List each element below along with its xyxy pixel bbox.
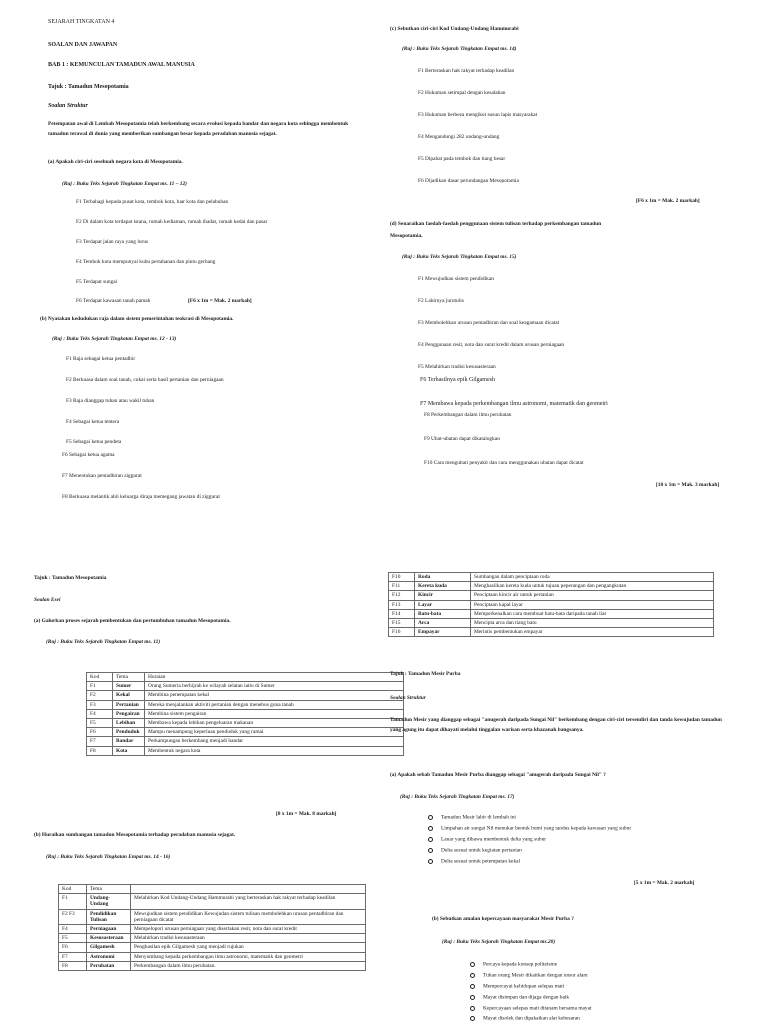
bullet-icon — [428, 826, 433, 831]
row-desc: Mewujudkan sistem pendidikan Kewujudan sistem tulisan membolehkan urusan pentadbiran dan perniagaan dicatat — [131, 909, 366, 924]
table-row — [389, 591, 714, 600]
answer-line: F2 Berkuasa dalam soal tanah, cukai serta hasil pertanian dan perniagaan — [66, 377, 224, 383]
list-item — [470, 1016, 580, 1022]
row-code: F6 — [87, 728, 113, 737]
marks-a: [F6 x 1m = Mak. 2 markah] — [188, 298, 252, 304]
row-theme: Pertanian — [113, 700, 145, 709]
row-theme: Kesusasteraan — [87, 934, 131, 943]
row-desc: Penciptaan kapal layar — [471, 600, 714, 609]
answer-line: F10 Cara mengubati penyakit dan cara menggunakan ubatan dapat dicatat — [424, 460, 584, 466]
list-item — [428, 837, 546, 843]
section-heading: Soalan Struktur — [48, 103, 88, 109]
row-theme: Kota — [113, 746, 145, 755]
answer-line: F8 Perkembangan dalam ilmu perubatan — [424, 412, 512, 418]
row-desc: Perkembangan dalam ilmu perubatan. — [131, 961, 366, 970]
document-page-2 — [0, 512, 768, 1024]
bullet-icon — [470, 1006, 475, 1011]
table-row — [59, 952, 366, 961]
list-item — [428, 815, 516, 821]
table-row — [87, 746, 404, 755]
row-theme: Pendidikan Tulisan — [87, 909, 131, 924]
row-theme: Perubatan — [87, 961, 131, 970]
row-theme: Kekal — [113, 691, 145, 700]
row-desc: Membina penempatan kekal — [145, 691, 404, 700]
reference-a: (Ruj : Buku Teks Sejarah Tingkatan Empat ms. 11) — [46, 639, 161, 645]
table-row — [59, 909, 366, 924]
answer-line: F4 Sebagai ketua tentera — [66, 419, 120, 425]
bullet-icon — [428, 848, 433, 853]
row-code: F3 — [87, 700, 113, 709]
row-theme: Sumer — [113, 682, 145, 691]
answer-line: F3 Terdapat jalan raya yang lurus — [76, 239, 149, 245]
answer-line: F9 Ubat-ubatan dapat dikatalogkan — [424, 436, 500, 442]
answer-line: F1 Mewujudkan sistem pendidikan — [418, 276, 494, 282]
row-desc: Menyumbang kepada perkembangan ilmu astronomi, matematik dan geometri — [131, 952, 366, 961]
row-code: F5 — [59, 934, 87, 943]
marks-c: [F6 x 1m = Mak. 2 markah] — [636, 198, 700, 204]
row-desc: Memperkenalkan cara membuat batu-bata daripada tanah liat — [471, 609, 714, 618]
answer-line: F6 Terdapat kawasan tanah pamah — [76, 298, 151, 304]
bullet-icon — [470, 984, 475, 989]
row-desc: Penghasilan epik Gilgamesh yang menjadi rujukan — [131, 943, 366, 952]
row-theme: Batu-bata — [415, 609, 471, 618]
row-desc: Membentuk negara kota — [145, 746, 404, 755]
answer-line: F1 Berteraskan hak rakyat terhadap keadilan — [418, 68, 515, 74]
subject-heading: SEJARAH TINGKATAN 4 — [48, 19, 115, 25]
answer-line: F4 Mengandungi 282 undang-undang — [418, 134, 500, 140]
row-theme: Perniagaan — [87, 925, 131, 934]
question-b: (b) Sebutkan amalan kepercayaan masyarakat Mesir Purba ? — [432, 916, 574, 922]
row-code: F15 — [389, 619, 415, 628]
list-item — [428, 848, 522, 854]
row-code: F14 — [389, 609, 415, 618]
reference-b: (Ruj : Buku Teks Sejarah Tingkatan Empat ms.20) — [442, 939, 556, 945]
table-row — [87, 709, 404, 718]
bullet-icon — [428, 859, 433, 864]
question-a: (a) Apakah sebab Tamadun Mesir Purba dianggap sebagai "anugerah daripada Sungai Nil" ? — [390, 772, 606, 778]
doc-title: SOALAN DAN JAWAPAN — [48, 42, 118, 48]
list-item — [470, 1006, 592, 1012]
table-row — [87, 700, 404, 709]
table-header: Tema — [87, 885, 131, 894]
table-row — [59, 934, 366, 943]
list-item-text: Limpahan air sungai Nil menukar bentuk bumi yang tandus kepada kawasan yang subur — [441, 825, 632, 832]
table-row — [87, 719, 404, 728]
bullet-icon — [470, 995, 475, 1000]
table-header: Tema — [113, 673, 145, 682]
question-a: (a) Apakah ciri-ciri sesebuah negara kota di Mesopotamia. — [48, 159, 183, 165]
answer-line: F2 Hukuman setimpal dengan kesalahan — [418, 90, 506, 96]
reference-a: (Ruj : Buku Teks Sejarah Tingkatan Empat ms. 11 – 12) — [62, 181, 187, 187]
row-code: F8 — [59, 961, 87, 970]
bullet-icon — [470, 1016, 475, 1021]
row-desc: Mencipta arca dan tiang batu — [471, 619, 714, 628]
row-desc: Orang Sumeria berhijrah ke wilayah selatan iaitu di Sumer — [145, 682, 404, 691]
list-item — [470, 962, 557, 968]
list-item — [428, 826, 631, 832]
topic-heading: Tajuk : Tamadun Mesopotamia — [34, 575, 107, 581]
row-theme: Astronomi — [87, 952, 131, 961]
question-c: (c) Sebutkan ciri-ciri Kod Undang-Undang Hammurabi — [390, 26, 519, 32]
list-item-text: Delta sesuai untuk kegiatan pertanian — [441, 847, 522, 854]
page2-right-column — [384, 512, 768, 1024]
answer-line: F1 Terbahagi kepada pusat kota, tembok kota, luar kota dan pelabuhan — [76, 199, 229, 205]
row-theme: Penduduk — [113, 728, 145, 737]
table-header: Huraian — [145, 673, 404, 682]
list-item-text: Lanar yang dibawa membentuk delta yang subur — [441, 836, 547, 843]
row-code: F16 — [389, 628, 415, 637]
table-row — [59, 961, 366, 970]
table-row — [389, 582, 714, 591]
row-theme: Kincir — [415, 591, 471, 600]
row-desc: Mempelopori urusan perniagaan yang disertakan resit, nota dan surat kredit — [131, 925, 366, 934]
answer-line: F4 Tembok kota mempunyai kubu pertahanan dan pintu gerbang — [76, 259, 216, 265]
reference-a: (Ruj : Buku Teks Sejarah Tingkatan Empat ms. 17) — [400, 794, 515, 800]
row-theme: Roda — [415, 573, 471, 582]
list-item — [470, 995, 569, 1001]
contribution-table — [58, 884, 366, 971]
list-item — [470, 984, 564, 990]
answer-line: F1 Raja sebagai ketua pentadbir — [66, 356, 136, 362]
row-code: F13 — [389, 600, 415, 609]
section-heading: Soalan Struktur — [390, 695, 426, 701]
row-desc: Sumbangan dalam penciptaan roda — [471, 573, 714, 582]
section-heading: Soalan Esei — [34, 597, 61, 603]
bullet-icon — [470, 973, 475, 978]
row-desc: Merintis pembentukan empayar — [471, 628, 714, 637]
row-code: F1 — [59, 894, 87, 909]
bullet-icon — [428, 837, 433, 842]
answer-line: F6 Dijadikan dasar perundangan Mesopotamia — [418, 178, 519, 184]
row-code: F4 — [87, 709, 113, 718]
question-b: (b) Huraikan sumbangan tamadun Mesopotamia terhadap peradaban manusia sejagat. — [34, 832, 236, 838]
answer-line: F4 Penggunaan resit, nota dan surat kredit dalam urusan perniagaan — [418, 342, 565, 348]
answer-line: F3 Membolehkan urusan pentadbiran dan soal keagamaan dicatat — [418, 320, 560, 326]
chapter-title: BAB 1 : KEMUNCULAN TAMADUN AWAL MANUSIA — [48, 62, 195, 68]
row-code: F5 — [87, 719, 113, 728]
row-desc: Membawa kepada lebihan pengeluaran makanan — [145, 719, 404, 728]
row-code: F12 — [389, 591, 415, 600]
row-theme: Gilgamesh — [87, 943, 131, 952]
row-desc: Melahirkan Kod Undang-Undang Hammurabi yang berteraskan hak rakyat terhadap keadilan — [131, 894, 366, 909]
table-row — [87, 737, 404, 746]
table-header — [131, 885, 366, 894]
page1-left-column — [0, 0, 384, 512]
table-header-row — [59, 885, 366, 894]
marks-d: [10 x 1m = Mak. 3 markah] — [656, 482, 720, 488]
question-b: (b) Nyatakan kedudukan raja dalam sistem pemerintahan teokrasi di Mesopotamia. — [40, 316, 234, 322]
row-code: F6 — [59, 943, 87, 952]
row-code: F11 — [389, 582, 415, 591]
row-code: F7 — [87, 737, 113, 746]
table-row — [389, 573, 714, 582]
row-desc: Penciptaan kincir air untuk pertanian — [471, 591, 714, 600]
table-row — [87, 682, 404, 691]
row-theme: Pengairan — [113, 709, 145, 718]
bullet-icon — [428, 815, 433, 820]
stimulus-paragraph: Tamadun Mesir yang dianggap sebagai "anugerah daripada Sungai Nil" berkembang dengan ciri-ciri tersendiri dan tanda kewujudan tamadun yang agung itu dapat dihayati melalui tinggalan warisan serta khazanah bangsanya. — [390, 717, 722, 733]
row-desc: Mampu menampung keperluan penduduk yang ramai — [145, 728, 404, 737]
table-header: Kod — [87, 673, 113, 682]
answer-line: F2 Lahirnya jurutulis — [418, 298, 464, 304]
answer-line: F6 Terhasilnya epik Gilgamesh — [420, 377, 495, 383]
row-code: F7 — [59, 952, 87, 961]
table-row — [59, 894, 366, 909]
answer-line: F5 Sebagai ketua pendeta — [66, 439, 122, 445]
question-d-line1: (d) Senaraikan faedah-faedah penggunaan sistem tulisan terhadap perkembangan tamadun — [390, 221, 602, 227]
list-item-text: Kepercayaan selepas mati ditanam bersama mayat — [483, 1005, 592, 1012]
growth-table — [86, 672, 404, 756]
reference-d: (Ruj : Buku Teks Sejarah Tingkatan Empat ms. 15) — [402, 254, 517, 260]
marks-a: [5 x 1m = Mak. 2 markah] — [634, 880, 695, 886]
answer-line: F3 Raja dianggap tuhan atau wakil tuhan — [66, 398, 155, 404]
table-row — [59, 943, 366, 952]
reference-b: (Ruj : Buku Teks Sejarah Tingkatan Empat ms. 14 - 16) — [46, 854, 171, 860]
topic-heading: Tajuk : Tamadun Mesir Purba — [390, 671, 461, 677]
list-item-text: Mayat disimpan dan dijaga dengan baik — [483, 994, 570, 1001]
row-desc: Menghasilkan kereta kuda untuk tujuan peperangan dan pengangkutan — [471, 582, 714, 591]
list-item-text: Mempercayai kehidupan selepas mati — [483, 983, 565, 990]
answer-line: F7 Membawa kepada perkembangan ilmu astronomi, matematik dan geometri — [420, 401, 608, 407]
question-a: (a) Galurkan proses sejarah pembentukan dan pertumbuhan tamadun Mesopotamia. — [34, 618, 231, 624]
table-row — [389, 619, 714, 628]
answer-line: F2 Di dalam kota terdapat istana, rumah kediaman, rumah ibadat, rumah kedai dan pasar — [76, 219, 268, 225]
list-item-text: Mayat disolek dan dipakaikan alat kebesaran — [483, 1015, 580, 1022]
row-code: F8 — [87, 746, 113, 755]
reference-b: (Ruj : Buku Teks Sejarah Tingkatan Empat ms. 12 - 13) — [52, 336, 177, 342]
row-theme: Kereta kuda — [415, 582, 471, 591]
reference-c: (Ruj : Buku Teks Sejarah Tingkatan Empat ms. 14) — [402, 46, 517, 52]
list-item-text: Delta sesuai untuk petempatan kekal — [441, 858, 521, 865]
answer-line: F5 Terdapat sungai — [76, 279, 118, 285]
marks-a: [8 x 1m = Mak. 8 markah] — [276, 811, 337, 817]
answer-line: F5 Dipahat pada tembok dan tiang besar — [418, 156, 506, 162]
table-row — [87, 728, 404, 737]
row-theme: Bandar — [113, 737, 145, 746]
row-code: F1 — [87, 682, 113, 691]
row-theme: Arca — [415, 619, 471, 628]
page2-left-column — [0, 512, 384, 1024]
row-theme: Lebihan — [113, 719, 145, 728]
table-header: Kod — [59, 885, 87, 894]
answer-line: F7 Menentukan pentadbiran ziggurat — [62, 473, 142, 479]
table-row — [389, 628, 714, 637]
row-theme: Empayar — [415, 628, 471, 637]
list-item — [428, 859, 520, 865]
table-row — [59, 925, 366, 934]
row-desc: Melahirkan tradisi kesusasteraan — [131, 934, 366, 943]
bullet-icon — [470, 962, 475, 967]
answer-line: F3 Hukuman berbeza mengikut susun lapis masyarakat — [418, 112, 538, 118]
row-code: F2 F3 — [59, 909, 87, 924]
row-code: F4 — [59, 925, 87, 934]
table-row — [389, 609, 714, 618]
topic-heading: Tajuk : Tamadun Mesopotamia — [48, 84, 129, 90]
table-header-row — [87, 673, 404, 682]
row-theme: Layar — [415, 600, 471, 609]
list-item-text: Percaya kepada konsep politeisme — [483, 961, 558, 968]
answer-line: F5 Melahirkan tradisi kesusasteraan — [418, 364, 496, 370]
answer-line: F6 Sebagai ketua agama — [62, 452, 115, 458]
row-theme: Undang-Undang — [87, 894, 131, 909]
stimulus-paragraph: Petempatan awal di Lembah Mesopotamia telah berkembang secara evolusi kepada bandar dan negara kota sehingga membentuk tamadun terawal di dunia yang memberikan sumbangan besar kepada peradaban manusia sejagat. — [48, 121, 349, 137]
row-desc: Membina sistem pengairan — [145, 709, 404, 718]
row-desc: Perkampungan berkembang menjadi bandar — [145, 737, 404, 746]
table-row — [389, 600, 714, 609]
page1-right-column — [384, 0, 768, 512]
list-item — [470, 973, 588, 979]
list-item-text: Tuhan orang Mesir dikaitkan dengan unsur alam — [483, 972, 588, 979]
contribution-table-continued — [388, 572, 714, 637]
row-code: F2 — [87, 691, 113, 700]
row-code: F10 — [389, 573, 415, 582]
table-row — [87, 691, 404, 700]
row-desc: Mereka menjalankan aktiviti pertanian dengan menebus guna tanah — [145, 700, 404, 709]
question-d-line2: Mesopotamia. — [390, 233, 423, 239]
answer-line: F8 Berkuasa melantik ahli keluarga diraja memegang jawatan di ziggurat — [62, 494, 220, 500]
list-item-text: Tamadun Mesir lahir di lembah ini — [441, 814, 516, 821]
